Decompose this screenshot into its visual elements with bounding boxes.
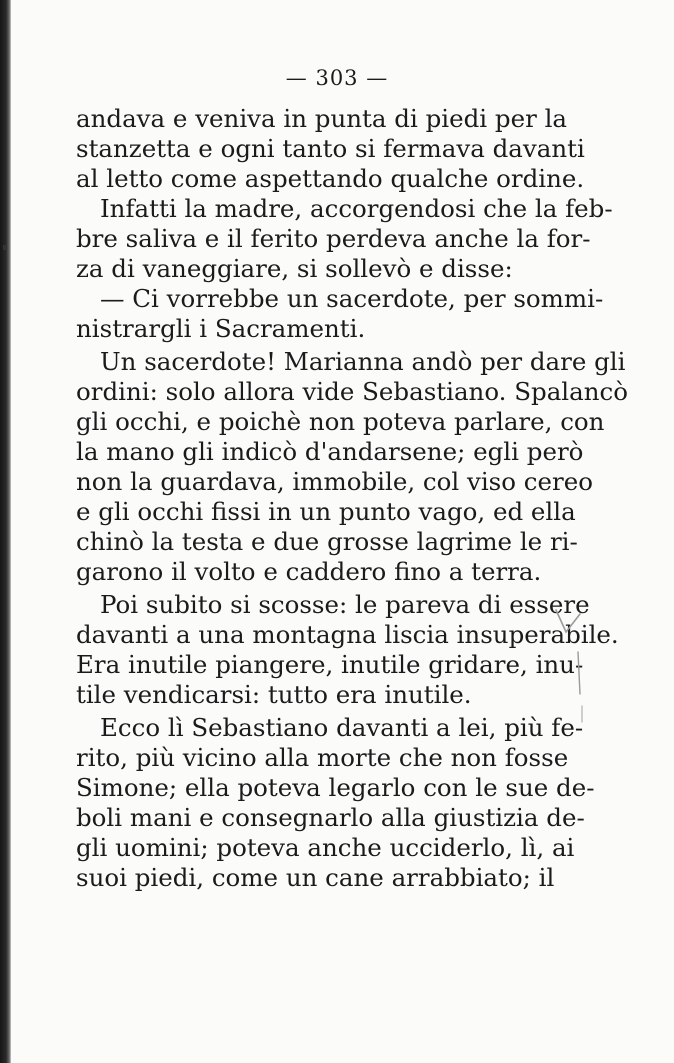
- text-line: — Ci vorrebbe un sacerdote, per sommi-: [100, 284, 604, 313]
- text-line: la mano gli indicò d'andarsene; egli però: [76, 437, 584, 466]
- book-spine-shadow: [0, 0, 11, 1063]
- text-line: al letto come aspettando qualche ordine.: [76, 164, 585, 193]
- text-line: chinò la testa e due grosse lagrime le ri-: [76, 527, 578, 556]
- pencil-annotation-mark: [552, 606, 592, 726]
- text-line: rito, più vicino alla morte che non fosse: [76, 743, 569, 772]
- page-number: — 303 —: [285, 66, 389, 90]
- text-line: e gli occhi fissi in un punto vago, ed ella: [76, 497, 576, 526]
- text-line: Ecco lì Sebastiano davanti a lei, più fe-: [100, 713, 584, 742]
- text-line: stanzetta e ogni tanto si fermava davanti: [76, 134, 585, 163]
- text-line: gli uomini; poteva anche ucciderlo, lì, ai: [76, 833, 575, 862]
- text-line: Simone; ella poteva legarlo con le sue de-: [76, 773, 595, 802]
- text-line: suoi piedi, come un cane arrabbiato; il: [76, 863, 555, 892]
- text-line: boli mani e consegnarlo alla giustizia de-: [76, 803, 585, 832]
- text-line: nistrargli i Sacramenti.: [76, 314, 366, 343]
- text-line: ordini: solo allora vide Sebastiano. Spalancò: [76, 377, 628, 406]
- text-line: davanti a una montagna liscia insuperabile.: [76, 620, 619, 649]
- margin-speck: [3, 245, 6, 250]
- text-line: Era inutile piangere, inutile gridare, inu-: [76, 650, 584, 679]
- text-line: gli occhi, e poichè non poteva parlare, con: [76, 407, 605, 436]
- text-line: za di vaneggiare, si sollevò e disse:: [76, 254, 513, 283]
- text-line: bre saliva e il ferito perdeva anche la for-: [76, 224, 591, 253]
- text-line: andava e veniva in punta di piedi per la: [76, 104, 568, 133]
- body-text: [76, 104, 628, 893]
- text-line: tile vendicarsi: tutto era inutile.: [76, 680, 472, 709]
- text-line: non la guardava, immobile, col viso cereo: [76, 467, 593, 496]
- text-line: Infatti la madre, accorgendosi che la feb-: [100, 194, 613, 223]
- text-line: garono il volto e caddero fino a terra.: [76, 557, 542, 586]
- text-line: Un sacerdote! Marianna andò per dare gli: [100, 347, 626, 376]
- text-line: Poi subito si scosse: le pareva di essere: [100, 590, 590, 619]
